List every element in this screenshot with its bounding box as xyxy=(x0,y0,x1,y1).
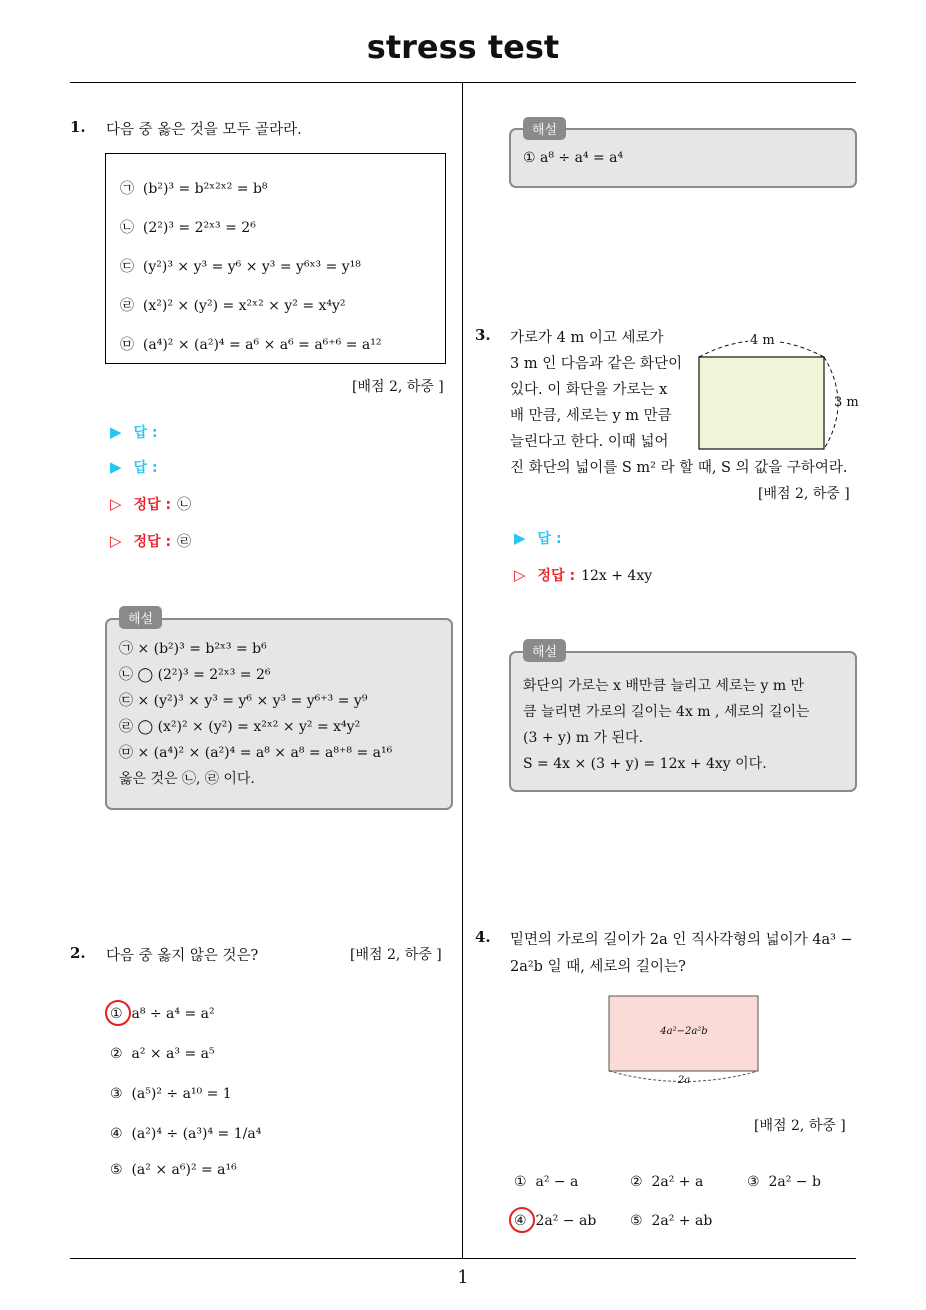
q1-answer-line-1 xyxy=(110,422,158,442)
q3-correct-answer xyxy=(514,565,652,585)
q1-score: [배점 2, 하중 ] xyxy=(352,379,444,395)
q1-statement-a-marker: ㉠ xyxy=(120,181,134,197)
q3-solution-line-2: 큼 늘리면 가로의 길이는 4x m , 세로의 길이는 xyxy=(523,704,810,720)
q2-option-4[interactable] xyxy=(110,1126,261,1142)
q3-number: 3. xyxy=(475,326,491,344)
q2-option-5-marker: ⑤ xyxy=(110,1162,123,1178)
q2-option-5-expr: (a² × a⁶)² = a¹⁶ xyxy=(131,1162,237,1178)
q3-width-label: 4 m xyxy=(750,333,775,348)
page-number: 1 xyxy=(457,1267,469,1288)
q1-statement-e xyxy=(120,334,382,354)
q1-statement-d-marker: ㉣ xyxy=(120,298,134,314)
q1-correct-answer-2 xyxy=(110,531,191,551)
q4-option-3-marker: ③ xyxy=(747,1174,760,1190)
q2-option-1[interactable] xyxy=(110,1006,215,1022)
q3-stem-line-1: 가로가 4 m 이고 세로가 xyxy=(510,330,664,346)
q1-correct-value-1: ㉡ xyxy=(177,497,192,513)
play-icon: ▶ xyxy=(110,458,122,476)
answer-label: 답 : xyxy=(133,460,158,476)
q4-option-2-expr: 2a² + a xyxy=(651,1174,704,1190)
triangle-outline-icon: ▷ xyxy=(514,566,526,584)
q2-number: 2. xyxy=(70,944,86,962)
q1-statement-b-expr: (2²)³ = 2²ˣ³ = 2⁶ xyxy=(142,220,256,236)
q1-solution-line-6: 옳은 것은 ㉡, ㉣ 이다. xyxy=(119,771,255,787)
q3-solution-line-1: 화단의 가로는 x 배만큼 늘리고 세로는 y m 만 xyxy=(523,678,805,694)
q1-statement-a-expr: (b²)³ = b²ˣ²ˣ² = b⁸ xyxy=(142,181,268,197)
q4-option-1-marker: ① xyxy=(514,1174,527,1190)
q1-stem: 다음 중 옳은 것을 모두 골라라. xyxy=(106,122,302,138)
q1-solution-line-1: ㉠ × (b²)³ = b²ˣ³ = b⁶ xyxy=(119,641,267,657)
q4-option-1-expr: a² − a xyxy=(535,1174,579,1190)
q2-option-3-marker: ③ xyxy=(110,1086,123,1102)
q4-option-3[interactable] xyxy=(747,1174,821,1190)
q4-option-2-marker: ② xyxy=(630,1174,643,1190)
q3-correct-value: 12x + 4xy xyxy=(581,568,653,584)
correct-label: 정답 : xyxy=(537,568,576,584)
q4-option-5-expr: 2a² + ab xyxy=(651,1213,713,1229)
header-rule xyxy=(70,82,856,83)
q4-number: 4. xyxy=(475,928,491,946)
q1-statement-c-marker: ㉢ xyxy=(120,259,134,275)
q1-statement-e-expr: (a⁴)² × (a²)⁴ = a⁶ × a⁶ = a⁶⁺⁶ = a¹² xyxy=(142,337,382,353)
q2-solution-tag: 해설 xyxy=(523,117,566,140)
q1-correct-answer-1 xyxy=(110,494,191,514)
q3-solution-line-4: S = 4x × (3 + y) = 12x + 4xy 이다. xyxy=(523,756,767,772)
answer-label: 답 : xyxy=(537,531,562,547)
q2-option-5[interactable] xyxy=(110,1162,237,1178)
q1-statement-d xyxy=(120,295,346,315)
q1-statements-box xyxy=(105,153,446,364)
q3-solution-tag: 해설 xyxy=(523,639,566,662)
q4-option-5[interactable] xyxy=(630,1213,712,1229)
q3-stem-line-4: 배 만큼, 세로는 y m 만큼 xyxy=(510,408,672,424)
play-icon: ▶ xyxy=(110,423,122,441)
q3-stem-line-5: 늘린다고 한다. 이때 넓어 xyxy=(510,434,669,450)
correct-label: 정답 : xyxy=(133,497,172,513)
q4-stem-line-2: 2a²b 일 때, 세로의 길이는? xyxy=(510,959,686,975)
q4-score: [배점 2, 하중 ] xyxy=(754,1118,846,1134)
q4-option-5-marker: ⑤ xyxy=(630,1213,643,1229)
q4-option-4-expr: 2a² − ab xyxy=(535,1213,597,1229)
q1-solution-line-4: ㉣ ◯ (x²)² × (y²) = x²ˣ² × y² = x⁴y² xyxy=(119,719,361,735)
q2-option-2[interactable] xyxy=(110,1046,215,1062)
correct-label: 정답 : xyxy=(133,534,172,550)
q2-stem: 다음 중 옳지 않은 것은? xyxy=(106,948,259,964)
q3-stem-line-3: 있다. 이 화단을 가로는 x xyxy=(510,382,668,398)
q4-option-3-expr: 2a² − b xyxy=(768,1174,821,1190)
q1-number: 1. xyxy=(70,118,86,136)
q2-option-3-expr: (a⁵)² ÷ a¹⁰ = 1 xyxy=(131,1086,232,1102)
play-icon: ▶ xyxy=(514,529,526,547)
answer-label: 답 : xyxy=(133,425,158,441)
q2-option-4-expr: (a²)⁴ ÷ (a³)⁴ = 1/a⁴ xyxy=(131,1126,262,1142)
q3-score: [배점 2, 하중 ] xyxy=(758,486,850,502)
triangle-outline-icon: ▷ xyxy=(110,532,122,550)
q3-solution-box xyxy=(509,651,857,792)
q2-option-2-expr: a² × a³ = a⁵ xyxy=(131,1046,215,1062)
q2-option-1-marker: ① xyxy=(110,1006,123,1022)
q2-score: [배점 2, 하중 ] xyxy=(350,947,442,963)
q3-solution-line-3: (3 + y) m 가 된다. xyxy=(523,730,644,746)
q4-area-label: 4a²−2a²b xyxy=(660,1026,708,1037)
q3-height-label: 3 m xyxy=(834,395,859,410)
q3-answer-line xyxy=(514,528,562,548)
triangle-outline-icon: ▷ xyxy=(110,495,122,513)
q2-option-4-marker: ④ xyxy=(110,1126,123,1142)
q4-option-1[interactable] xyxy=(514,1174,578,1190)
footer-rule xyxy=(70,1258,856,1259)
page-title: stress test xyxy=(366,28,560,66)
column-divider xyxy=(462,82,463,1258)
q1-statement-a xyxy=(120,178,268,198)
q3-garden-figure xyxy=(690,330,865,455)
q3-stem-line-6: 진 화단의 넓이를 S m² 라 할 때, S 의 값을 구하여라. xyxy=(510,460,848,476)
q4-width-label: 2a xyxy=(677,1075,691,1086)
q4-option-2[interactable] xyxy=(630,1174,703,1190)
q1-statement-c xyxy=(120,256,361,276)
q1-answer-line-2 xyxy=(110,457,158,477)
q1-statement-b xyxy=(120,217,256,237)
q2-option-3[interactable] xyxy=(110,1086,232,1102)
q1-solution-box xyxy=(105,618,453,810)
q1-statement-b-marker: ㉡ xyxy=(120,220,134,236)
q4-option-4-marker: ④ xyxy=(514,1213,527,1229)
q2-solution-line: ① a⁸ ÷ a⁴ = a⁴ xyxy=(523,150,624,166)
q1-statement-d-expr: (x²)² × (y²) = x²ˣ² × y² = x⁴y² xyxy=(142,298,346,314)
q1-correct-value-2: ㉣ xyxy=(177,534,192,550)
q4-stem-line-1: 밑면의 가로의 길이가 2a 인 직사각형의 넓이가 4a³ − xyxy=(510,932,853,948)
q1-solution-tag: 해설 xyxy=(119,606,162,629)
q4-option-4[interactable] xyxy=(514,1213,596,1229)
q1-solution-line-2: ㉡ ◯ (2²)³ = 2²ˣ³ = 2⁶ xyxy=(119,667,271,683)
q1-statement-c-expr: (y²)³ × y³ = y⁶ × y³ = y⁶ˣ³ = y¹⁸ xyxy=(142,259,361,275)
q3-garden-rect xyxy=(699,357,824,449)
q1-statement-e-marker: ㉤ xyxy=(120,337,134,353)
q1-solution-line-3: ㉢ × (y²)³ × y³ = y⁶ × y³ = y⁶⁺³ = y⁹ xyxy=(119,693,368,709)
q3-stem-line-2: 3 m 인 다음과 같은 화단이 xyxy=(510,356,683,372)
q2-option-1-expr: a⁸ ÷ a⁴ = a² xyxy=(131,1006,215,1022)
q2-option-2-marker: ② xyxy=(110,1046,123,1062)
q1-solution-line-5: ㉤ × (a⁴)² × (a²)⁴ = a⁸ × a⁸ = a⁸⁺⁸ = a¹⁶ xyxy=(119,745,393,761)
